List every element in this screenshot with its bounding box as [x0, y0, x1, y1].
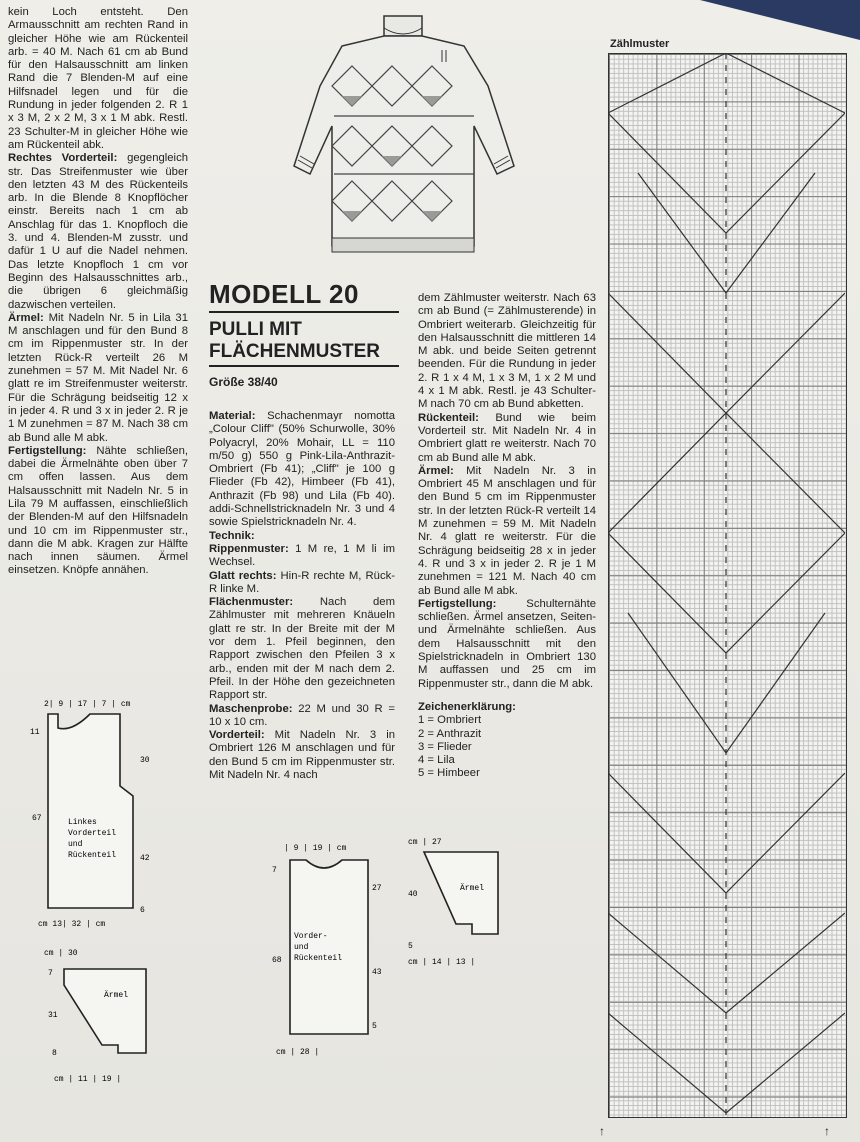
model-title: MODELL 20 [209, 279, 359, 309]
dimension-label: | 9 | 19 | cm [284, 844, 347, 853]
piece-label: und [68, 840, 83, 849]
paragraph: Vorderteil: Mit Nadeln Nr. 3 in Ombriert 126 M anschlagen und für den Bund 5 cm im Rippenmuster str. Mit Nadeln Nr. 4 nach [209, 729, 395, 782]
paragraph: Ärmel: Mit Nadeln Nr. 5 in Lila 31 M anschlagen und für den Bund 8 cm im Rippenmuster str. In der letzten Rück-R verteilt 26 M zunehmen = 57 M. Mit Nadel Nr. 6 glatt re im Streifenmuster weiterstr. Für die Schrägung beidseitig 12 x in jeder 4. R und 3 x in jeder 2. R je 1 M zunehmen = 87 M. Nach 38 cm ab Bund alle M abk. [8, 311, 188, 444]
dimension-label: 2| 9 | 17 | 7 | cm [44, 700, 131, 709]
paragraph: Material: Schachenmayr nomotta „Colour Cliff" (50% Schurwolle, 30% Polyacryl, 20% Mohair, LL = 110 m/50 g) 550 g Pink-Lila-Anthrazit-Ombriert (Fb 41); „Cliff" je 100 g Flieder (Fb 42), Himbeer (Fb 41), Anthrazit (Fb 98) und Lila (Fb 40). addi-Schnellstricknadeln Nr. 3 und 4 sowie Spielstricknadeln Nr. 4. [209, 410, 395, 529]
dimension-label: cm 13| 32 | cm [38, 920, 106, 929]
legend-item: 2 = Anthrazit [418, 727, 482, 740]
dimension-label: 27 [372, 884, 382, 893]
piece-label: Vorder- [294, 932, 328, 941]
piece-label: Linkes [68, 818, 97, 827]
dimension-label: 5 [372, 1022, 377, 1031]
title-block [209, 279, 399, 389]
piece-label: Ärmel [104, 991, 129, 1000]
legend-item: 4 = Lila [418, 754, 455, 767]
dimension-label: 6 [140, 906, 145, 915]
paragraph: Rechtes Vorderteil: gegengleich str. Das Streifenmuster wie über den letzten 43 M des Rückenteils arb. In die Blende 8 Knopflöcher einstr. Bereits nach 1 cm ab Anschlag für das 1. Knopfloch die 3. und 4. Blenden-M zusstr. und dafür 1 U auf die Nadel nehmen. Das letzte Knopfloch 1 cm vor Beginn des Halsausschnittes arb., die übrigen 6 gleichmäßig dazwischen verteilen. [8, 152, 188, 311]
piece-label: Vorderteil [68, 829, 117, 838]
paragraph: Fertigstellung: Nähte schließen, dabei die Ärmelnähte oben über 7 cm offen lassen. Aus dem Halsausschnitt mit Nadeln Nr. 5 in Lila 79 M auffassen, einschließlich der Blenden-M auf den Hilfsnadeln und 10 cm im Rippenmuster str., dann die M abk. Kragen zur Hälfte nach innen säumen. Ärmel einsetzen. Knöpfe annähen. [8, 444, 188, 577]
legend-item: 5 = Himbeer [418, 767, 480, 780]
paragraph: Fertigstellung: Schulternähte schließen. Ärmel ansetzen, Seiten- und Ärmelnähte schließen. Aus dem Halsausschnitt mit den Spielstricknadeln in Ombriert 130 M auffassen und 25 cm im Rippenmuster str., dann die M abk. [418, 597, 596, 690]
chart-title: Zählmuster [610, 38, 670, 50]
paragraph: dem Zählmuster weiterstr. Nach 63 cm ab Bund (= Zählmusterende) in Ombriert weiterarb. Gleichzeitig für den Halsausschnitt die mittleren 14 M abk. und beide Seiten getrennt beenden. Für die Rundung in jeder 2. R 1 x 4 M, 1 x 3 M, 1 x 2 M und 4 x 1 M abk. Restl. je 43 Schulter-M nach 70 cm ab Bund abketten. [418, 292, 596, 411]
title-rule [209, 311, 399, 313]
legend-item: 1 = Ombriert [418, 714, 482, 727]
size-label: Größe 38/40 [209, 375, 278, 389]
repeat-arrow-left-icon: ↑ [599, 1124, 605, 1138]
subtitle-rule [209, 365, 399, 367]
front-back-schematic [264, 838, 404, 1068]
left-sleeve-schematic [28, 945, 178, 1085]
paragraph: Glatt rechts: Hin-R rechte M, Rück-R linke M. [209, 569, 396, 595]
paragraph: Rippenmuster: 1 M re, 1 M li im Wechsel. [209, 542, 395, 569]
dimension-label: 67 [32, 814, 42, 823]
color-legend [418, 701, 596, 781]
piece-label: Rückenteil [294, 954, 343, 963]
repeat-arrow-right-icon: ↑ [824, 1124, 830, 1138]
piece-label: Rückenteil [68, 851, 117, 860]
instructions-column-1 [8, 6, 188, 578]
dimension-label: 8 [52, 1049, 57, 1058]
sweater-illustration [292, 6, 516, 264]
dimension-label: 43 [372, 968, 382, 977]
model-subtitle: PULLI MIT FLÄCHENMUSTER [209, 319, 380, 362]
page-corner-decoration [700, 0, 860, 40]
counting-chart-pattern [608, 53, 845, 1116]
dimension-label: 11 [30, 728, 40, 737]
dimension-label: 7 [48, 969, 53, 978]
dimension-label: 30 [140, 756, 150, 765]
dimension-label: 68 [272, 956, 282, 965]
dimension-label: cm | 30 [44, 949, 78, 958]
dimension-label: cm | 28 | [276, 1048, 320, 1057]
piece-label: und [294, 943, 309, 952]
dimension-label: 7 [272, 866, 277, 875]
dimension-label: 31 [48, 1011, 58, 1020]
dimension-label: 5 [408, 942, 413, 951]
dimension-label: 42 [140, 854, 150, 863]
legend-item: 3 = Flieder [418, 740, 472, 753]
paragraph: Maschenprobe: 22 M und 30 R = 10 x 10 cm. [209, 702, 395, 728]
paragraph: kein Loch entsteht. Den Armausschnitt am rechten Rand in gleicher Höhe wie am Rückenteil arb. = 40 M. Nach 61 cm ab Bund für den Halsausschnitt am linken Rand die 7 Blenden-M auf eine Hilfsnadel legen und für die Rundung in jeder folgenden 2. R 1 x 3 M, 2 x 2 M, 3 x 1 M abk. Restl. 23 Schulter-M in gleicher Höhe wie am Rückenteil abk. [8, 6, 188, 151]
legend-title: Zeichenerklärung: [418, 700, 516, 713]
paragraph: Flächenmuster: Nach dem Zählmuster mit mehreren Knäueln glatt re str. In der Breite mit der M vor dem 1. Pfeil beginnen, den Rapport zwischen den Pfeilen 3 x arb., enden mit der M nach dem 2. Pfeil. In der Höhe den gezeichneten Rapport str. [209, 596, 395, 702]
left-front-schematic [28, 696, 168, 936]
paragraph: Rückenteil: Bund wie beim Vorderteil str. Mit Nadeln Nr. 4 in Ombriert glatt re weiterstr. Nach 70 cm ab Bund alle M abk. [418, 411, 596, 464]
paragraph: Technik: [209, 529, 255, 542]
instructions-column-2 [209, 410, 395, 782]
dimension-label: cm | 27 [408, 838, 442, 847]
instructions-column-3 [418, 292, 596, 781]
dimension-label: cm | 11 | 19 | [54, 1075, 122, 1084]
piece-label: Ärmel [460, 884, 485, 893]
paragraph: Ärmel: Mit Nadeln Nr. 3 in Ombriert 45 M anschlagen und für den Bund 5 cm im Rippenmuster str. In der letzten Rück-R verteilt 14 M zunehmen = 59 M. Mit Nadeln Nr. 4 glatt re weiterstr. Für die Schrägung beidseitig 28 x in jeder 4. R und 3 x in jeder 2. R je 1 M zunehmen = 121 M. Nach 40 cm ab Bund alle M abk. [418, 464, 596, 597]
dimension-label: cm | 14 | 13 | [408, 958, 476, 967]
sleeve-schematic [402, 830, 512, 970]
dimension-label: 40 [408, 890, 418, 899]
